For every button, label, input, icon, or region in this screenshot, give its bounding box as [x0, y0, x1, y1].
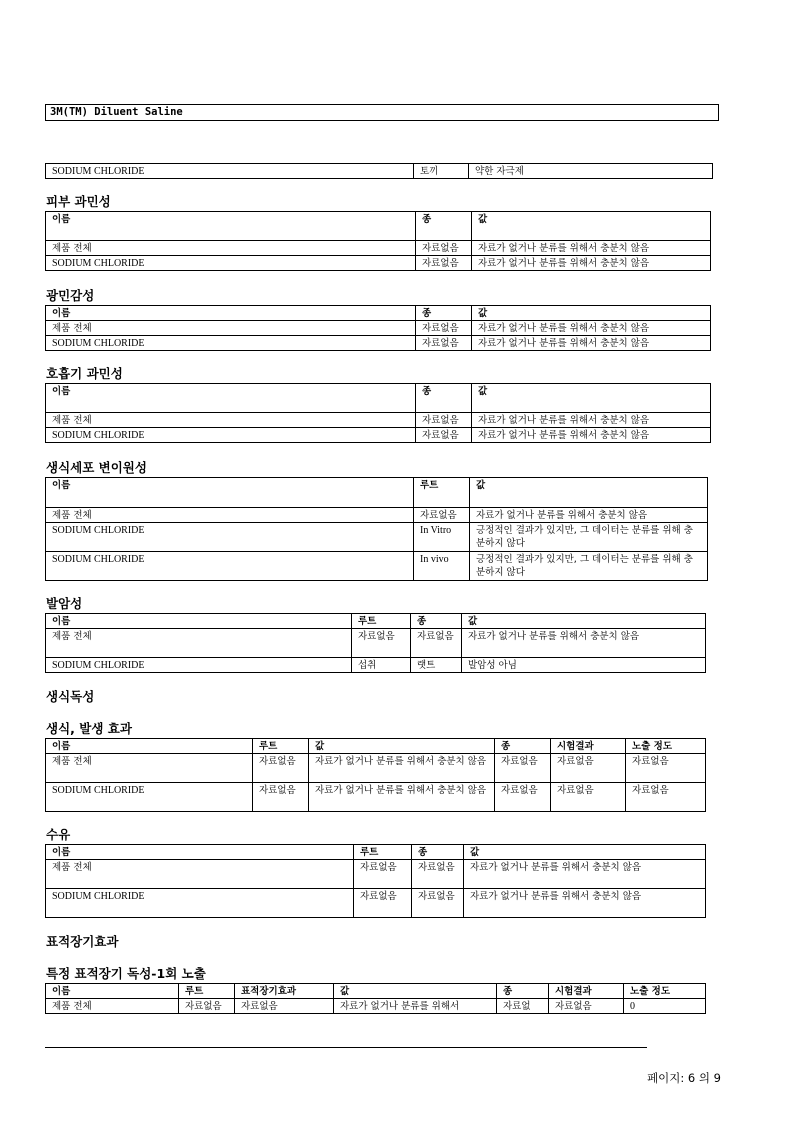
table-cell: 자료없음 — [235, 999, 334, 1014]
section-heading-skin-sensitization: 피부 과민성 — [46, 194, 111, 209]
column-header: 노출 정도 — [624, 984, 706, 999]
page-number: 페이지: 6 의 9 — [647, 1071, 721, 1085]
table-row — [46, 552, 708, 581]
column-header: 이름 — [46, 984, 179, 999]
table-cell: 자료가 없거나 분류를 위해서 충분치 않음 — [464, 860, 706, 889]
column-header: 값 — [309, 739, 495, 754]
table-cell: 자료없음 — [411, 629, 462, 658]
respiratory-sensitization-table — [45, 383, 711, 443]
column-header: 값 — [470, 478, 708, 508]
table-cell: 자료없음 — [626, 783, 706, 812]
column-header: 시험결과 — [551, 739, 626, 754]
table-cell: 제품 전체 — [46, 241, 416, 256]
table-cell: 자료가 없거나 분류를 위해서 충분치 않음 — [309, 783, 495, 812]
column-header: 값 — [462, 614, 706, 629]
column-header: 값 — [334, 984, 497, 999]
table-row — [46, 629, 706, 658]
table-cell: 약한 자극제 — [469, 164, 713, 179]
table-cell: 0 — [624, 999, 706, 1014]
table-header-row — [46, 212, 711, 241]
table-cell: SODIUM CHLORIDE — [46, 164, 414, 179]
table-cell: SODIUM CHLORIDE — [46, 658, 352, 673]
table-row — [46, 783, 706, 812]
table-cell: 자료없음 — [416, 321, 472, 336]
section-heading-carcinogenicity: 발암성 — [46, 596, 83, 611]
section-heading-target-organ-effects: 표적장기효과 — [46, 934, 119, 949]
table-cell: 자료가 없거나 분류를 위해서 충분치 않음 — [462, 629, 706, 658]
table-cell: 자료없음 — [551, 783, 626, 812]
table-cell: 섭취 — [352, 658, 411, 673]
section-heading-reproductive-developmental-effects: 생식, 발생 효과 — [46, 721, 132, 736]
column-header: 루트 — [253, 739, 309, 754]
table-cell: SODIUM CHLORIDE — [46, 783, 253, 812]
table-cell: 긍정적인 결과가 있지만, 그 데이터는 분류를 위해 충분하지 않다 — [470, 523, 708, 552]
table-cell: 자료가 없거나 분류를 위해서 충분치 않음 — [470, 508, 708, 523]
lactation-table — [45, 844, 706, 918]
table-cell: 자료없음 — [412, 889, 464, 918]
column-header: 이름 — [46, 845, 354, 860]
germ-cell-mutagenicity-table — [45, 477, 708, 581]
table-cell: 발암성 아님 — [462, 658, 706, 673]
section-heading-reproductive-toxicity: 생식독성 — [46, 689, 95, 704]
column-header: 값 — [472, 306, 711, 321]
table-cell: SODIUM CHLORIDE — [46, 428, 416, 443]
table-cell: 자료없음 — [354, 860, 412, 889]
table-row — [46, 256, 711, 271]
column-header: 이름 — [46, 478, 414, 508]
carcinogenicity-table — [45, 613, 706, 673]
table-cell: 자료가 없거나 분류를 위해서 — [334, 999, 497, 1014]
table-row — [46, 241, 711, 256]
table-cell: SODIUM CHLORIDE — [46, 889, 354, 918]
table-cell: 자료가 없거나 분류를 위해서 충분치 않음 — [472, 336, 711, 351]
table-row — [46, 999, 706, 1014]
table-cell: 자료없음 — [352, 629, 411, 658]
table-cell: 자료가 없거나 분류를 위해서 충분치 않음 — [464, 889, 706, 918]
stot-single-exposure-table — [45, 983, 706, 1014]
table-cell: 제품 전체 — [46, 629, 352, 658]
table-cell: 자료없음 — [495, 783, 551, 812]
table-row — [46, 508, 708, 523]
section-heading-stot-single-exposure: 특정 표적장기 독성-1회 노출 — [46, 966, 206, 981]
column-header: 종 — [416, 212, 472, 241]
table-cell: 제품 전체 — [46, 321, 416, 336]
table-header-row — [46, 478, 708, 508]
table-cell: 랫트 — [411, 658, 462, 673]
table-header-row — [46, 614, 706, 629]
table-cell: 자료없음 — [416, 241, 472, 256]
table-cell: 자료없음 — [416, 336, 472, 351]
column-header: 노출 정도 — [626, 739, 706, 754]
table-cell: SODIUM CHLORIDE — [46, 523, 414, 552]
column-header: 루트 — [414, 478, 470, 508]
table-cell: 자료없음 — [416, 413, 472, 428]
table-cell: SODIUM CHLORIDE — [46, 552, 414, 581]
table-cell: SODIUM CHLORIDE — [46, 336, 416, 351]
table-cell: 자료없음 — [354, 889, 412, 918]
table-cell: 자료없음 — [551, 754, 626, 783]
table-cell: 긍정적인 결과가 있지만, 그 데이터는 분류를 위해 충분하지 않다 — [470, 552, 708, 581]
column-header: 이름 — [46, 306, 416, 321]
column-header: 값 — [472, 212, 711, 241]
table-cell: 자료가 없거나 분류를 위해서 충분치 않음 — [472, 428, 711, 443]
table-cell: 자료가 없거나 분류를 위해서 충분치 않음 — [472, 321, 711, 336]
table-row — [46, 336, 711, 351]
product-title: 3M(TM) Diluent Saline — [45, 104, 719, 121]
irritation-table — [45, 163, 713, 179]
table-header-row — [46, 384, 711, 413]
column-header: 루트 — [179, 984, 235, 999]
section-heading-germ-cell-mutagenicity: 생식세포 변이원성 — [46, 460, 147, 475]
table-row — [46, 889, 706, 918]
column-header: 이름 — [46, 384, 416, 413]
column-header: 이름 — [46, 614, 352, 629]
table-cell: 자료가 없거나 분류를 위해서 충분치 않음 — [472, 256, 711, 271]
column-header: 종 — [497, 984, 549, 999]
table-cell: 토끼 — [414, 164, 469, 179]
table-row — [46, 428, 711, 443]
table-cell: 제품 전체 — [46, 413, 416, 428]
column-header: 종 — [416, 384, 472, 413]
table-cell: 제품 전체 — [46, 508, 414, 523]
table-row — [46, 164, 713, 179]
table-header-row — [46, 984, 706, 999]
section-heading-photosensitization: 광민감성 — [46, 288, 95, 303]
column-header: 루트 — [354, 845, 412, 860]
table-cell: 자료가 없거나 분류를 위해서 충분치 않음 — [472, 241, 711, 256]
table-row — [46, 658, 706, 673]
table-cell: 자료없음 — [416, 428, 472, 443]
table-cell: 제품 전체 — [46, 999, 179, 1014]
section-heading-respiratory-sensitization: 호흡기 과민성 — [46, 366, 123, 381]
column-header: 값 — [464, 845, 706, 860]
table-cell: 자료없음 — [179, 999, 235, 1014]
column-header: 루트 — [352, 614, 411, 629]
table-row — [46, 754, 706, 783]
table-cell: SODIUM CHLORIDE — [46, 256, 416, 271]
table-cell: 제품 전체 — [46, 860, 354, 889]
column-header: 이름 — [46, 739, 253, 754]
table-cell: In Vitro — [414, 523, 470, 552]
column-header: 시험결과 — [549, 984, 624, 999]
column-header: 종 — [495, 739, 551, 754]
table-cell: 자료없음 — [412, 860, 464, 889]
table-cell: 자료가 없거나 분류를 위해서 충분치 않음 — [472, 413, 711, 428]
table-row — [46, 413, 711, 428]
column-header: 값 — [472, 384, 711, 413]
table-cell: 자료없음 — [495, 754, 551, 783]
table-cell: 자료없음 — [253, 783, 309, 812]
reproductive-developmental-table — [45, 738, 706, 812]
section-heading-lactation: 수유 — [46, 827, 71, 842]
column-header: 표적장기효과 — [235, 984, 334, 999]
table-cell: 제품 전체 — [46, 754, 253, 783]
column-header: 종 — [412, 845, 464, 860]
column-header: 종 — [416, 306, 472, 321]
table-row — [46, 523, 708, 552]
table-header-row — [46, 845, 706, 860]
table-cell: 자료없음 — [253, 754, 309, 783]
skin-sensitization-table — [45, 211, 711, 271]
table-cell: 자료없음 — [416, 256, 472, 271]
photosensitization-table — [45, 305, 711, 351]
table-cell: 자료없음 — [414, 508, 470, 523]
table-header-row — [46, 739, 706, 754]
table-cell: 자료없음 — [549, 999, 624, 1014]
table-cell: In vivo — [414, 552, 470, 581]
table-row — [46, 321, 711, 336]
column-header: 종 — [411, 614, 462, 629]
footer-divider — [45, 1047, 647, 1048]
table-cell: 자료가 없거나 분류를 위해서 충분치 않음 — [309, 754, 495, 783]
column-header: 이름 — [46, 212, 416, 241]
table-row — [46, 860, 706, 889]
table-cell: 자료없음 — [626, 754, 706, 783]
table-header-row — [46, 306, 711, 321]
table-cell: 자료없 — [497, 999, 549, 1014]
